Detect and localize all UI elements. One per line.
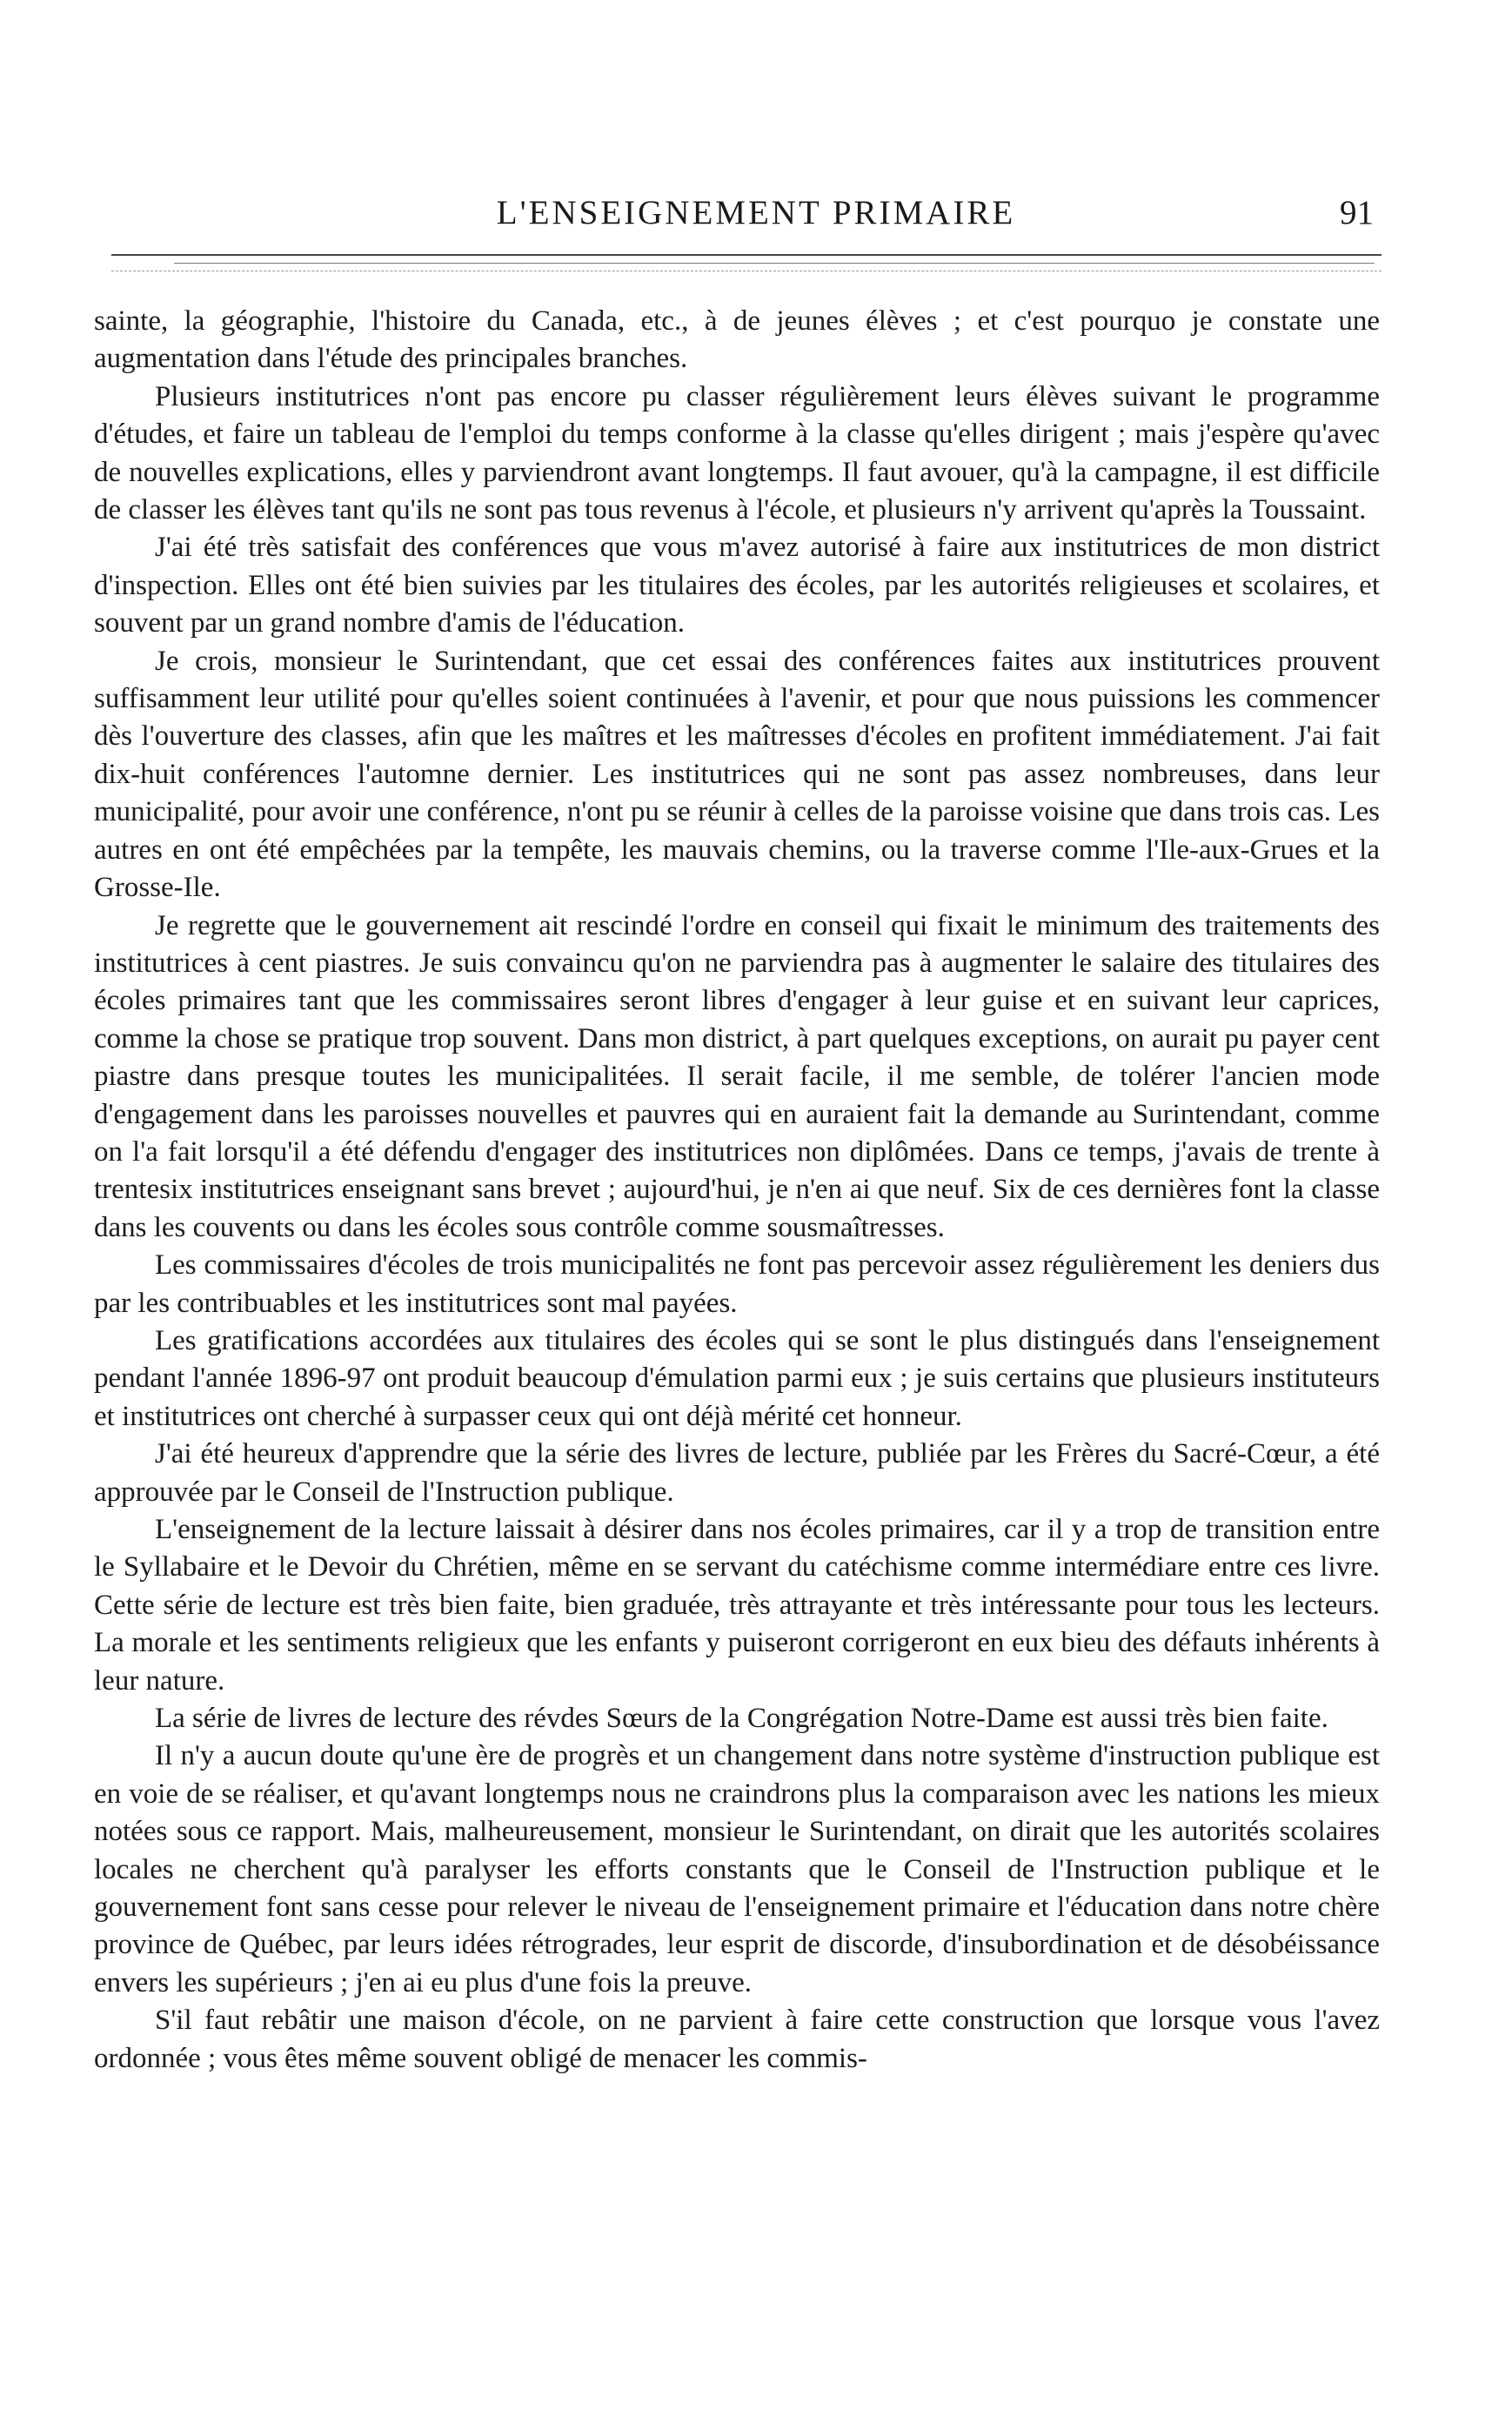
paragraph: sainte, la géographie, l'histoire du Canada, etc., à de jeunes élèves ; et c'est pourquo je constate une augmentation dans l'étude des principales branches. — [94, 305, 1380, 375]
paragraph: Les gratifications accordées aux titulaires des écoles qui se sont le plus distingués dans l'enseignement pendant l'année 1896-97 ont produit beaucoup d'émulation parmi eux ; je suis certains que plusieurs instituteurs et institutrices ont cherché à surpasser ceux qui ont déjà mérité cet honneur. — [94, 1324, 1380, 1432]
page-number: 91 — [1340, 194, 1374, 231]
body-text — [94, 303, 1380, 2078]
header-rule-secondary — [174, 263, 1375, 264]
header-rule — [111, 254, 1382, 256]
paragraph: S'il faut rebâtir une maison d'école, on ne parvient à faire cette construction que lorsque vous l'avez ordonnée ; vous êtes même souvent obligé de menacer les commis- — [94, 2005, 1380, 2074]
running-title: L'ENSEIGNEMENT PRIMAIRE — [496, 194, 1016, 231]
paragraph: J'ai été heureux d'apprendre que la série des livres de lecture, publiée par les Frères du Sacré-Cœur, a été approuvée par le Conseil de l'Instruction publique. — [94, 1438, 1380, 1508]
paragraph: L'enseignement de la lecture laissait à désirer dans nos écoles primaires, car il y a trop de transition entre le Syllabaire et le Devoir du Chrétien, même en se servant du catéchisme comme intermédiare entre ces livre. Cette série de lecture est très bien faite, bien graduée, très attrayante et très intéressante pour tous les lecteurs. La morale et les sentiments religieux que les enfants y puiseront corrigeront en eux bieu des défauts inhérents à leur nature. — [94, 1514, 1380, 1697]
paragraph: La série de livres de lecture des révdes Sœurs de la Congrégation Notre-Dame est aussi très bien faite. — [155, 1703, 1328, 1735]
paragraph: Plusieurs institutrices n'ont pas encore pu classer régulièrement leurs élèves suivant le programme d'études, et faire un tableau de l'emploi du temps conforme à la classe qu'elles dirigent ; mais j'espère qu'avec de nouvelles explications, elles y parviendront avant longtemps. Il faut avouer, qu'à la campagne, il est difficile de classer les élèves tant qu'ils ne sont pas tous revenus à l'école, et plusieurs n'y arrivent qu'après la Toussaint. — [94, 380, 1380, 526]
paragraph: Je regrette que le gouvernement ait rescindé l'ordre en conseil qui fixait le minimum des traitements des institutrices à cent piastres. Je suis convaincu qu'on ne parviendra pas à augmenter le salaire des titulaires des écoles primaires tant que les commissaires seront libres d'engager à leur guise et en suivant leur caprices, comme la chose se pratique trop souvent. Dans mon district, à part quelques exceptions, on aurait pu payer cent piastre dans presque toutes les municipalitées. Il serait facile, il me semble, de tolérer l'ancien mode d'engagement dans les paroisses nouvelles et pauvres qui en auraient fait la demande au Surintendant, comme on l'a fait lorsqu'il a été défendu d'engager des institutrices non diplômées. Dans ce temps, j'avais de trente à trentesix institutrices enseignant sans brevet ; aujourd'hui, je n'en ai que neuf. Six de ces dernières font la classe dans les couvents ou dans les écoles sous contrôle comme sousmaîtresses. — [94, 909, 1380, 1243]
paragraph: Les commissaires d'écoles de trois municipalités ne font pas percevoir assez régulièrement les deniers dus par les contribuables et les institutrices sont mal payées. — [94, 1249, 1380, 1319]
paragraph: Il n'y a aucun doute qu'une ère de progrès et un changement dans notre système d'instruction publique est en voie de se réaliser, et qu'avant longtemps nous ne craindrons plus la comparaison avec les nations les mieux notées sous ce rapport. Mais, malheureusement, monsieur le Surintendant, on dirait que les autorités scolaires locales ne cherchent qu'à paralyser les efforts constants que le Conseil de l'Instruction publique et le gouvernement font sans cesse pour relever le niveau de l'enseignement primaire et l'éducation dans notre chère province de Québec, par leurs idées rétrogrades, leur esprit de discorde, d'insubordination et de désobéissance envers les supérieurs ; j'en ai eu plus d'une fois la preuve. — [94, 1740, 1380, 1998]
paragraph: J'ai été très satisfait des conférences que vous m'avez autorisé à faire aux institutrices de mon district d'inspection. Elles ont été bien suivies par les titulaires des écoles, par les autorités religieuses et scolaires, et souvent par un grand nombre d'amis de l'éducation. — [94, 532, 1380, 639]
paragraph: Je crois, monsieur le Surintendant, que cet essai des conférences faites aux institutrices prouvent suffisamment leur utilité pour qu'elles soient continuées à l'avenir, et pour que nous puissions les commencer dès l'ouverture des classes, afin que les maîtres et les maîtresses d'écoles en profitent immédiatement. J'ai fait dix-huit conférences l'automne dernier. Les institutrices qui ne sont pas assez nombreuses, dans leur municipalité, pour avoir une conférence, n'ont pu se réunir à celles de la paroisse voisine que dans trois cas. Les autres en ont été empêchées par la tempête, les mauvais chemins, ou la traverse comme l'Ile-aux-Grues et la Grosse-Ile. — [94, 645, 1380, 904]
